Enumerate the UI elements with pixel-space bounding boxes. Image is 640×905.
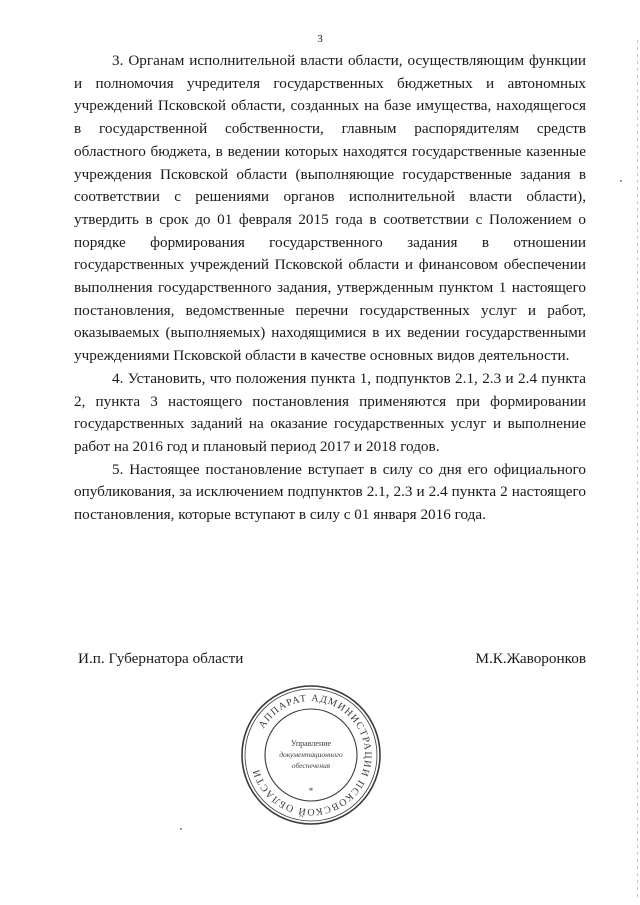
stamp-center-line-3: обеспечения [291, 761, 331, 770]
stamp-ring-text: АППАРАТ АДМИНИСТРАЦИИ ПСКОВСКОЙ ОБЛАСТИ [250, 692, 374, 818]
signatory-position: И.п. Губернатора области [78, 650, 244, 667]
document-body [74, 50, 586, 527]
scan-speck [620, 180, 622, 182]
page-number: 3 [317, 33, 323, 45]
stamp-center-line-1: Управление [290, 739, 332, 748]
signatory-name: М.К.Жаворонков [475, 650, 586, 667]
stamp-seal-graphic [238, 682, 384, 828]
official-stamp [238, 682, 384, 828]
scan-edge-line [637, 40, 638, 900]
stamp-center-line-2: документационного [279, 750, 343, 759]
paragraph-3: 3. Органам исполнительной власти области, осуществляющим функции и полномочия учредителя государственных бюджетных и автономных учреждений Псковской области, созданных на базе имущества, находящегося в государственной собственности, главным распорядителям средств областного бюджета, в ведении которых находятся государственные казенные учреждения Псковской области (выполняющие государственные задания в соответствии с решениями органов исполнительной власти области), утвердить в срок до 01 февраля 2015 года в соответствии с Положением о порядке формирования государственного задания в отношении государственных учреждений Псковской области и финансовом обеспечении выполнения государственного задания, утвержденным пунктом 1 настоящего постановления, ведомственные перечни государственных услуг и работ, оказываемых (выполняемых) находящимися в их ведении государственными учреждениями Псковской области в качестве основных видов деятельности. [74, 52, 586, 365]
paragraph-4: 4. Установить, что положения пункта 1, подпунктов 2.1, 2.3 и 2.4 пункта 2, пункта 3 настоящего постановления применяются при формировании государственных заданий на оказание государственных услуг и выполнение работ на 2016 год и плановый период 2017 и 2018 годов. [74, 369, 586, 455]
scan-speck [180, 828, 182, 830]
stamp-star-icon: * [308, 786, 314, 796]
paragraph-5: 5. Настоящее постановление вступает в силу со дня его официального опубликования, за исключением подпунктов 2.1, 2.3 и 2.4 пункта 2 настоящего постановления, которые вступают в силу с 01 января 2016 года. [74, 460, 586, 524]
